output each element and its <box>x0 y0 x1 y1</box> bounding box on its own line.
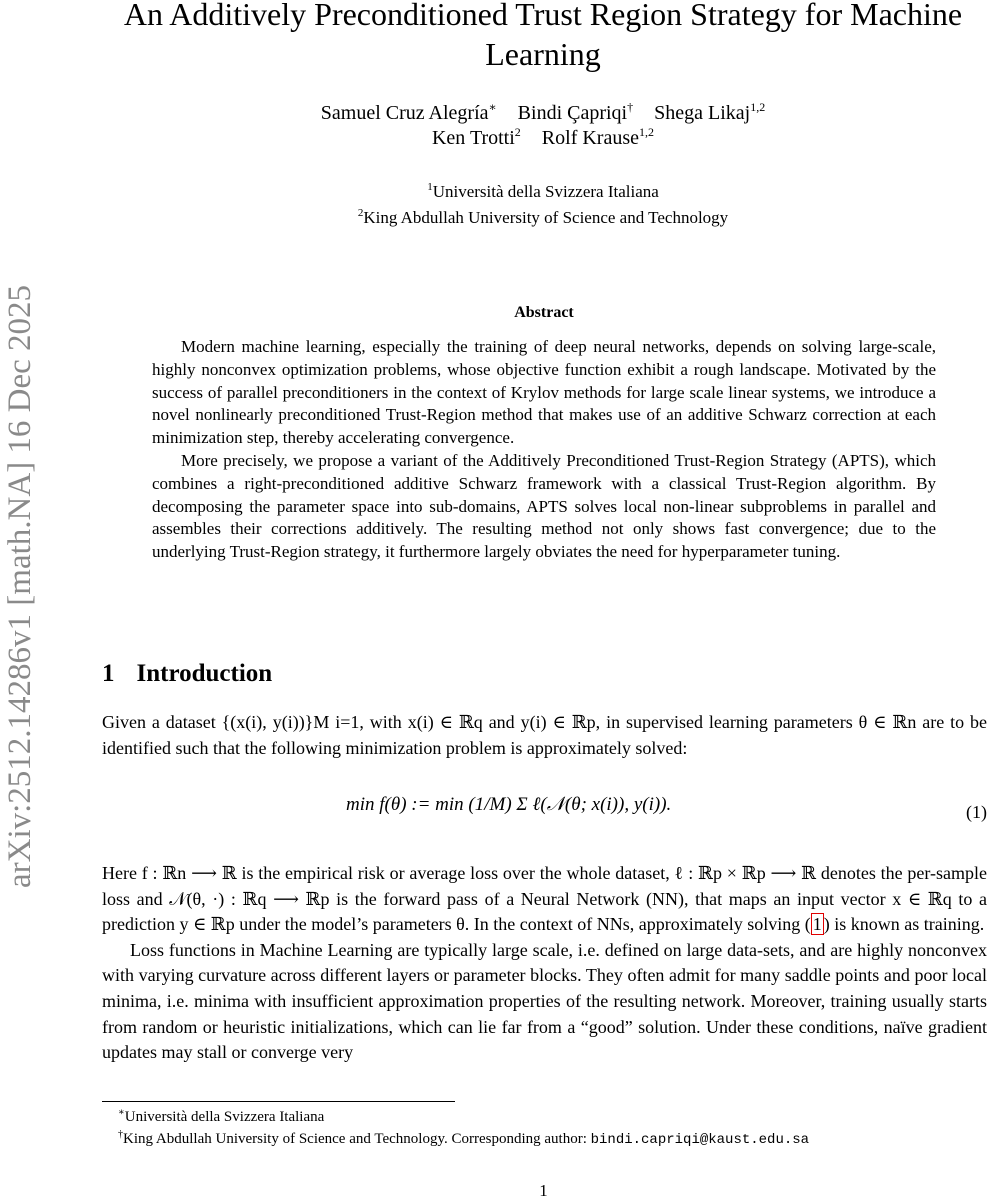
corresponding-email[interactable]: bindi.capriqi@kaust.edu.sa <box>590 1132 810 1148</box>
author: Samuel Cruz Alegría∗ <box>320 100 497 124</box>
author: Bindi Çapriqi† <box>517 100 634 124</box>
author: Rolf Krause$^{1,2}$ <box>541 125 654 149</box>
author: Ken Trotti$^2$ <box>431 125 521 149</box>
author-list <box>100 101 986 151</box>
intro-body <box>102 861 987 1066</box>
arxiv-identifier: arXiv:2512.14286v1 [math.NA] 16 Dec 2025 <box>2 284 38 888</box>
intro-paragraph-2: Here f : ℝn ⟶ ℝ is the empirical risk or average loss over the whole dataset, ℓ : ℝp × ℝp ⟶ ℝ denotes the per-sample loss and 𝒩(θ, ·) : ℝq ⟶ ℝp is the forward pass of a Neural Network (NN), that maps an input vector x ∈ ℝq to a prediction y ∈ ℝp under the model’s parameters θ. In the context of NNs, approximately solving ( 1 ) is known as training. <box>102 863 987 935</box>
footnote: †King Abdullah University of Science and Technology. Corresponding author: bindi.capriqi@kaust.edu.sa <box>118 1129 810 1148</box>
intro-paragraph-1: Given a dataset {(x(i), y(i))}M i=1, with x(i) ∈ ℝq and y(i) ∈ ℝp, in supervised learning parameters θ ∈ ℝn are to be identified such that the following minimization problem is approximately solved: <box>102 712 987 758</box>
footnote-divider <box>102 1101 455 1102</box>
abstract-paragraph: Modern machine learning, especially the training of deep neural networks, depends on solving large-scale, highly nonconvex optimization problems, whose objective function exhibit a rough landscape. Motivated by the success of parallel preconditioners in the context of Krylov methods for large scale linear systems, we introduce a novel nonlinearly preconditioned Trust-Region method that makes use of an additive Schwarz correction at each minimization step, thereby accelerating convergence. <box>152 337 936 448</box>
page-number: 1 <box>539 1181 548 1200</box>
intro-paragraph-3: Loss functions in Machine Learning are typically large scale, i.e. defined on large data-sets, and are highly nonconvex with varying curvature across different layers or parameter blocks. They often admit for many saddle points and poor local minima, i.e. minima with insufficient approximation properties of the resulting network. Moreover, training usually starts from random or heuristic initializations, which can lie far from a “good” solution. Under these conditions, naïve gradient updates may stall or converge very <box>102 939 987 1063</box>
affiliation-list <box>100 179 986 231</box>
equation-1 <box>102 774 987 850</box>
author: Shega Likaj$^{1,2}$ <box>654 100 766 124</box>
footnote: ∗Università della Svizzera Italiana <box>118 1107 325 1125</box>
footnotes <box>118 1106 978 1151</box>
equation-number: (1) <box>966 802 987 822</box>
dataset-notation: {(x(i), y(i))}M i=1 <box>221 712 360 732</box>
section-heading: 1 Introduction <box>102 660 273 687</box>
abstract-paragraph: More precisely, we propose a variant of the Additively Preconditioned Trust-Region Strategy (APTS), which combines a right-preconditioned additive Schwarz framework with a classical Trust-Region algorithm. By decomposing the parameter space into sub-domains, APTS solves local non-linear subproblems in parallel and assembles their corrections additively. The resulting method not only shows fast convergence; due to the underlying Trust-Region strategy, it furthermore largely obviates the need for hyperparameter tuning. <box>152 450 936 562</box>
equation-reference-link[interactable]: 1 <box>812 914 822 935</box>
paper-title: An Additively Preconditioned Trust Region Strategy for Machine Learning <box>123 0 963 72</box>
abstract-heading: Abstract <box>514 304 574 321</box>
abstract-body <box>152 336 936 564</box>
affiliation: $^1$Università della Svizzera Italiana <box>427 181 659 201</box>
affiliation: $^2$King Abdullah University of Science and Technology <box>357 207 729 227</box>
equation-formula: min f(θ) := min (1/M) Σ ℓ(𝒩(θ; x(i)), y(i)). <box>346 794 672 815</box>
